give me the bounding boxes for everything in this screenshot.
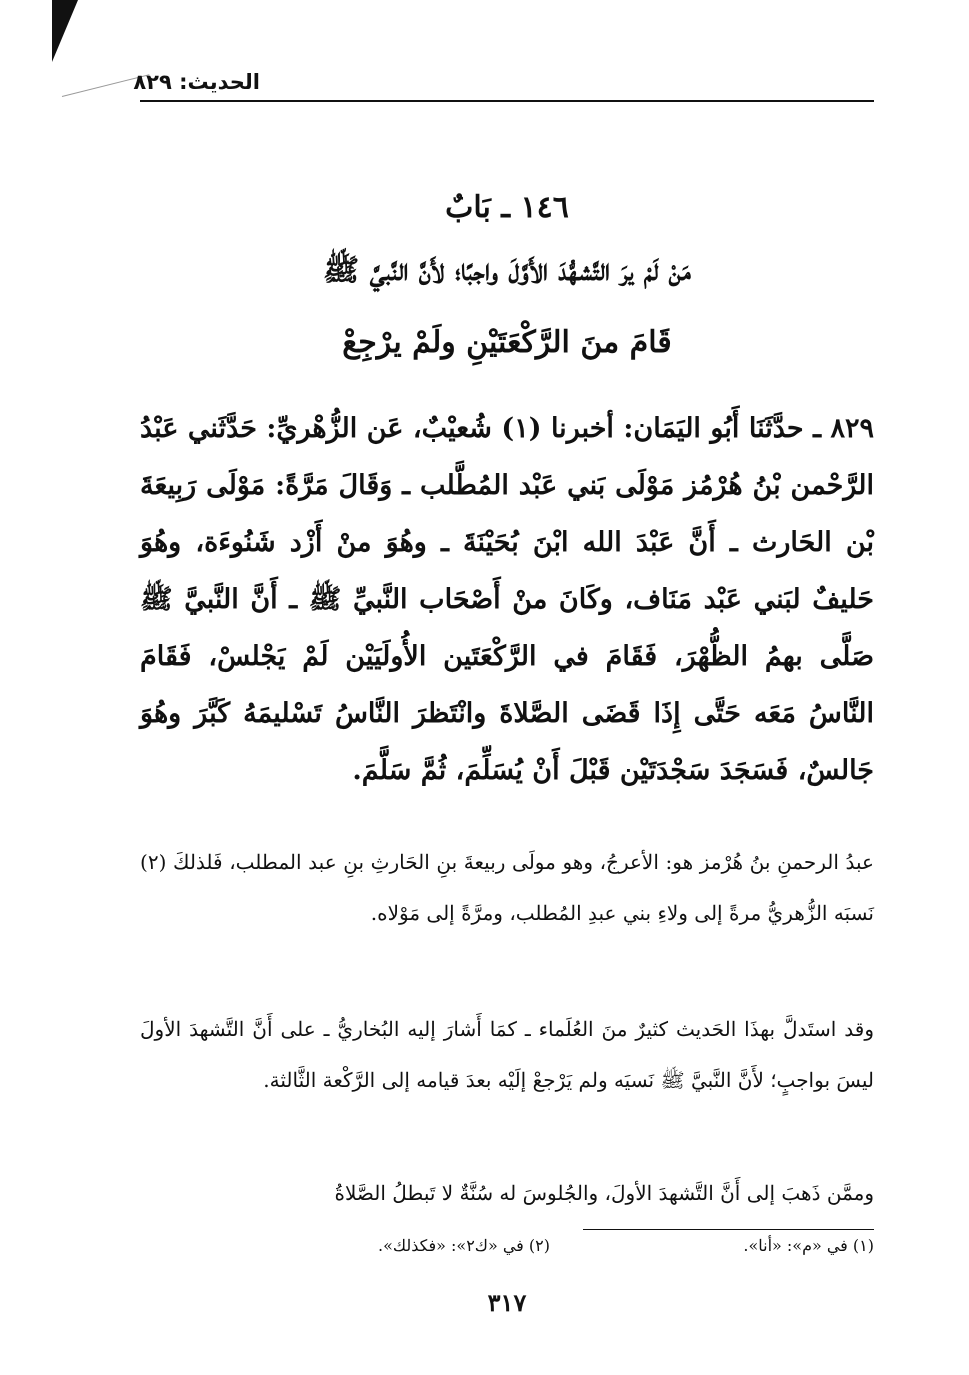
commentary-paragraph-1: عبدُ الرحمنِ بنُ هُرْمز هو: الأعرجُ، وهو مولَى ربيعةَ بنِ الحَارثِ بنِ عبد المطلب، فَلذلكَ (٢) نَسبَه الزُّهريُّ مرةً إلى ولاءِ بني عبدِ المُطلب، ومرَّةً إلى مَوْلاه. [140,850,874,925]
chapter-title-line-1: مَنْ لَمْ يرَ التَّشهُّدَ الأَوَّلَ واجبًا؛ لأَنَّ النَّبيَّ ﷺ [323,253,691,288]
running-head: الحديث: ٨٢٩ [133,70,260,94]
header-rule [140,100,874,102]
commentary-paragraph-2: وقد استَدلَّ بهذَا الحَديث كثيرٌ منَ العُلَماء ـ كمَا أَشارَ إليه البُخاريُّ ـ على أَنَّ التَّشهدَ الأولَ ليسَ بواجبٍ؛ لأَنَّ النَّبيَّ ﷺ نَسيَه ولم يَرْجعْ إلَيْه بعدَ قيامه إلى الرَّكْعة الثَّالثة. [140,1017,874,1092]
footnote-rule [583,1229,874,1230]
commentary-paragraph-3: وممَّن ذَهبَ إلى أَنَّ التَّشهدَ الأولَ، والجُلوسَ له سُنَّةٌ لا تَبطلُ الصَّلاةُ [334,1181,874,1205]
hadith-text: ٨٢٩ ـ حدَّثَنَا أَبُو اليَمَان: أخبرنا (١) شُعيْبٌ، عَن الزُّهْريِّ: حَدَّثَني عَبْدُ الرَّحْمن بْنُ هُرْمُز مَوْلَى بَني عَبْد المُطَّلب ـ وَقَالَ مَرَّةً: مَوْلَى رَبِيعَةَ بْن الحَارث ـ أَنَّ عَبْدَ الله ابْنَ بُحَيْنَةَ ـ وهُوَ منْ أَزْد شَنُوءَة، وهُوَ حَليفٌ لبَني عَبْد مَنَاف، وكَانَ منْ أَصْحَاب النَّبيِّ ﷺ ـ أَنَّ النَّبيَّ ﷺ صَلَّى بهمُ الظُّهْرَ، فَقَامَ في الرَّكْعَتَين الأُولَيَيْن لَمْ يَجْلسْ، فَقَامَ النَّاسُ مَعَه حَتَّى إِذَا قَضَى الصَّلاةَ وانْتَظرَ النَّاسُ تَسْليمَهُ كَبَّرَ وهُوَ جَالسٌ، فَسَجَدَ سَجْدَتَيْن قَبْلَ أَنْ يُسَلِّمَ، ثُمَّ سَلَّمَ. [140,413,874,786]
chapter-number: ١٤٦ ـ بَابٌ [445,190,569,225]
footnote-1: (١) في «م»: «أنا». [743,1236,874,1255]
page-number: ٣١٧ [487,1288,527,1317]
scan-corner-mark [52,0,78,62]
chapter-title-line-2: قَامَ منَ الرَّكْعَتَيْنِ ولَمْ يرْجِعْ [342,325,672,360]
footnote-2: (٢) في «ك٢»: «فكذلك». [378,1236,550,1255]
